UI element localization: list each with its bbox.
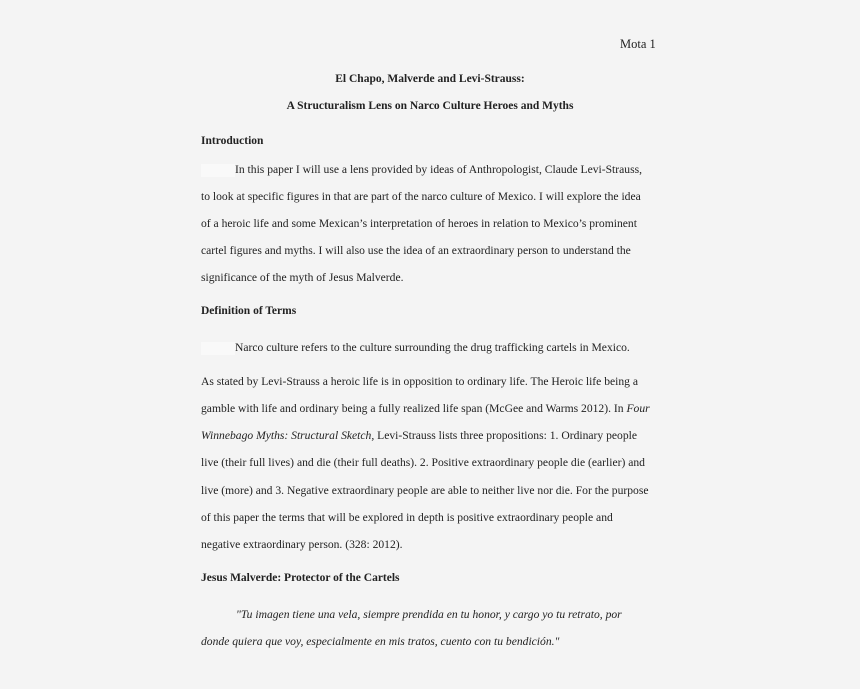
definition-paragraph-line: As stated by Levi-Strauss a heroic life is in opposition to ordinary life. The Heroic life being a bbox=[201, 375, 639, 388]
book-title-italic: Winnebago Myths: Structural Sketch, bbox=[201, 429, 375, 442]
intro-paragraph-line bbox=[201, 163, 642, 177]
document-title: El Chapo, Malverde and Levi-Strauss: bbox=[335, 73, 525, 85]
paragraph-indent bbox=[201, 164, 235, 177]
definition-paragraph-line bbox=[201, 341, 630, 355]
page-header-number: Mota 1 bbox=[620, 37, 656, 51]
intro-paragraph-line: significance of the myth of Jesus Malverde. bbox=[201, 271, 404, 284]
definition-paragraph-line: live (more) and 3. Negative extraordinary people are able to neither live nor die. For the purpose bbox=[201, 484, 649, 497]
definition-line-text: Levi-Strauss lists three propositions: 1. Ordinary people bbox=[374, 429, 637, 442]
block-quote-line: donde quiera que voy, especialmente en mis tratos, cuento con tu bendición." bbox=[201, 635, 560, 648]
paragraph-indent bbox=[201, 342, 235, 355]
definition-paragraph-line bbox=[201, 402, 650, 415]
definition-paragraph-line bbox=[201, 429, 637, 442]
definition-paragraph-line: negative extraordinary person. (328: 2012). bbox=[201, 538, 403, 551]
intro-paragraph-line: of a heroic life and some Mexican’s interpretation of heroes in relation to Mexico’s prominent bbox=[201, 217, 637, 230]
section-heading-definition: Definition of Terms bbox=[201, 305, 297, 317]
definition-line-text: gamble with life and ordinary being a fully realized life span (McGee and Warms 2012). In bbox=[201, 402, 627, 415]
book-title-italic: Four bbox=[626, 402, 650, 415]
intro-paragraph-line: cartel figures and myths. I will also use the idea of an extraordinary person to understand the bbox=[201, 244, 631, 257]
definition-paragraph-line: live (their full lives) and die (their full deaths). 2. Positive extraordinary people die (earlier) and bbox=[201, 456, 645, 469]
definition-paragraph-line: of this paper the terms that will be explored in depth is positive extraordinary people and bbox=[201, 511, 613, 524]
section-heading-malverde: Jesus Malverde: Protector of the Cartels bbox=[201, 572, 400, 584]
section-heading-introduction: Introduction bbox=[201, 135, 264, 147]
block-quote-line: "Tu imagen tiene una vela, siempre prendida en tu honor, y cargo yo tu retrato, por bbox=[236, 608, 622, 621]
intro-line-text: In this paper I will use a lens provided by ideas of Anthropologist, Claude Levi-Strauss, bbox=[235, 163, 642, 176]
document-subtitle: A Structuralism Lens on Narco Culture Heroes and Myths bbox=[286, 100, 574, 112]
definition-line-text: Narco culture refers to the culture surrounding the drug trafficking cartels in Mexico. bbox=[235, 341, 630, 354]
intro-paragraph-line: to look at specific figures in that are part of the narco culture of Mexico. I will explore the idea bbox=[201, 190, 641, 203]
